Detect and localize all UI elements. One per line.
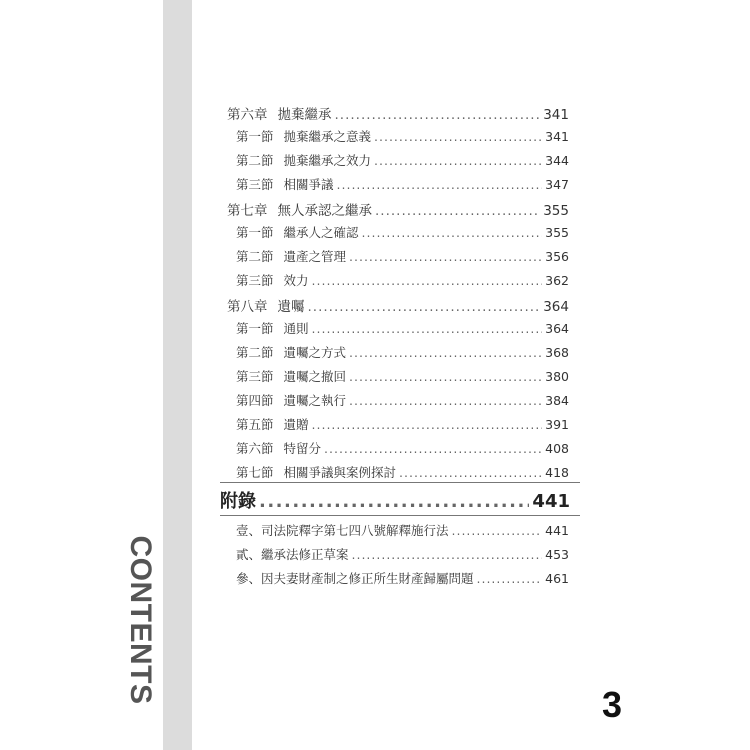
entry-page: 355 (545, 225, 569, 240)
entry-title: 特留分 (283, 441, 322, 456)
entry-number: 第八章 (227, 299, 268, 315)
entry-number: 第一節 (236, 321, 274, 336)
toc-section-entry[interactable] (236, 127, 569, 149)
entry-number: 第一節 (236, 129, 274, 144)
dot-leader (337, 177, 543, 192)
entry-page: 362 (545, 273, 569, 288)
entry-page: 364 (543, 299, 569, 315)
dot-leader (375, 203, 540, 219)
entry-title: 遺贈 (283, 417, 309, 432)
toc-appendix-heading[interactable] (220, 487, 570, 515)
entry-page: 364 (545, 321, 569, 336)
entry-page: 347 (545, 177, 569, 192)
entry-page: 391 (545, 417, 569, 432)
toc-section-entry[interactable] (236, 319, 569, 341)
entry-number: 第六章 (227, 107, 268, 123)
entry-page: 441 (545, 523, 569, 538)
entry-page: 356 (545, 249, 569, 264)
entry-title: 遺產之管理 (283, 249, 347, 264)
entry-number: 第二節 (236, 249, 274, 264)
entry-page: 418 (545, 465, 569, 480)
entry-page: 408 (545, 441, 569, 456)
dot-leader (259, 491, 529, 512)
dot-leader (335, 107, 541, 123)
dot-leader (352, 547, 543, 562)
toc-appendix-item[interactable] (236, 521, 569, 543)
entry-title: 遺囑之方式 (283, 345, 347, 360)
dot-leader (312, 273, 543, 288)
toc-appendix-item[interactable] (236, 545, 569, 567)
dot-leader (374, 153, 542, 168)
toc-section-entry[interactable] (236, 391, 569, 413)
appendix-page: 441 (532, 491, 570, 512)
entry-title: 繼承人之確認 (283, 225, 359, 240)
entry-title: 拋棄繼承之效力 (283, 153, 372, 168)
contents-side-label: CONTENTS (124, 535, 157, 705)
dot-leader (324, 441, 542, 456)
toc-chapter-entry[interactable] (227, 295, 569, 317)
entry-number: 第四節 (236, 393, 274, 408)
entry-page: 384 (545, 393, 569, 408)
dot-leader (349, 393, 542, 408)
toc-section-entry[interactable] (236, 415, 569, 437)
dot-leader (312, 321, 543, 336)
toc-section-entry[interactable] (236, 439, 569, 461)
entry-number: 第二節 (236, 345, 274, 360)
dot-leader (312, 417, 543, 432)
entry-page: 341 (545, 129, 569, 144)
entry-number: 第一節 (236, 225, 274, 240)
toc-section-entry[interactable] (236, 271, 569, 293)
entry-title: 參、因夫妻財產制之修正所生財產歸屬問題 (236, 571, 474, 586)
appendix-title: 附錄 (220, 491, 256, 512)
page-number: 3 (602, 684, 623, 725)
entry-title: 遺囑之執行 (283, 393, 347, 408)
dot-leader (477, 571, 543, 586)
entry-number: 第二節 (236, 153, 274, 168)
dot-leader (349, 369, 542, 384)
entry-title: 相關爭議 (283, 177, 334, 192)
entry-title: 拋棄繼承之意義 (283, 129, 372, 144)
entry-page: 355 (543, 203, 569, 219)
entry-title: 遺囑之撤回 (283, 369, 347, 384)
dot-leader (349, 345, 542, 360)
entry-page: 380 (545, 369, 569, 384)
toc-section-entry[interactable] (236, 343, 569, 365)
toc-section-entry[interactable] (236, 175, 569, 197)
entry-title: 相關爭議與案例探討 (283, 465, 397, 480)
entry-number: 第三節 (236, 273, 274, 288)
entry-title: 貳、繼承法修正草案 (236, 547, 349, 562)
toc-section-entry[interactable] (236, 151, 569, 173)
entry-number: 第七章 (227, 203, 268, 219)
entry-title: 遺囑 (277, 299, 305, 315)
entry-title: 通則 (283, 321, 309, 336)
appendix-top-rule (220, 482, 580, 483)
toc-section-entry[interactable] (236, 247, 569, 269)
entry-page: 368 (545, 345, 569, 360)
side-spine-bar (163, 0, 192, 750)
dot-leader (349, 249, 542, 264)
entry-page: 453 (545, 547, 569, 562)
entry-number: 第六節 (236, 441, 274, 456)
entry-title: 效力 (283, 273, 309, 288)
entry-title: 拋棄繼承 (277, 107, 332, 123)
entry-number: 第五節 (236, 417, 274, 432)
toc-appendix-item[interactable] (236, 569, 569, 591)
entry-number: 第三節 (236, 369, 274, 384)
dot-leader (362, 225, 543, 240)
dot-leader (308, 299, 541, 315)
entry-title: 無人承認之繼承 (277, 203, 372, 219)
entry-page: 344 (545, 153, 569, 168)
toc-section-entry[interactable] (236, 223, 569, 245)
toc-chapter-entry[interactable] (227, 103, 569, 125)
entry-page: 461 (545, 571, 569, 586)
dot-leader (399, 465, 542, 480)
dot-leader (452, 523, 543, 538)
toc-chapter-entry[interactable] (227, 199, 569, 221)
appendix-bottom-rule (220, 515, 580, 516)
dot-leader (374, 129, 542, 144)
entry-number: 第三節 (236, 177, 274, 192)
entry-number: 第七節 (236, 465, 274, 480)
entry-page: 341 (543, 107, 569, 123)
entry-title: 壹、司法院釋字第七四八號解釋施行法 (236, 523, 449, 538)
toc-section-entry[interactable] (236, 367, 569, 389)
